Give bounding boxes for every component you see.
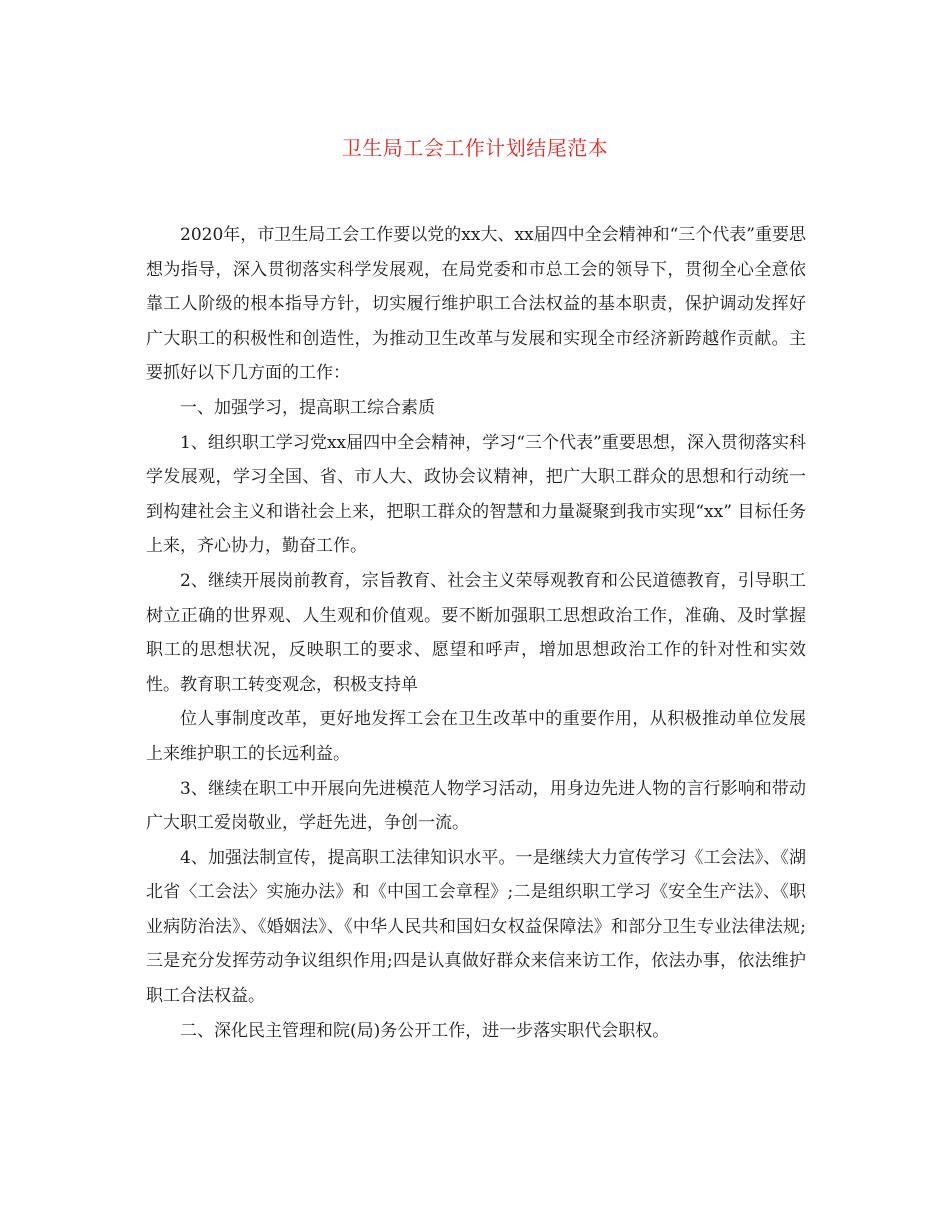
document-title: 卫生局工会工作计划结尾范本 — [341, 136, 609, 160]
paragraph: 2、继续开展岗前教育，宗旨教育、社会主义荣辱观教育和公民道德教育，引导职工树立正确的世界观、人生观和价值观。要不断加强职工思想政治工作，准确、及时掌握职工的思想状况，反映职工的要求、愿望和呼声，增加思想政治工作的针对性和实效性。教育职工转变观念，积极支持单 — [146, 570, 806, 695]
paragraph: 位人事制度改革，更好地发挥工会在卫生改革中的重要作用，从积极推动单位发展上来维护职工的长远利益。 — [146, 709, 806, 764]
paragraph: 3、继续在职工中开展向先进模范人物学习活动，用身边先进人物的言行影响和带动广大职工爱岗敬业，学赶先进，争创一流。 — [146, 778, 806, 834]
paragraph: 4、加强法制宣传，提高职工法律知识水平。一是继续大力宣传学习《工会法》、《湖北省〈工会法〉实施办法》和《中国工会章程》;二是组织职工学习《安全生产法》、《职业病防治法》、《婚姻法》、《中华人民共和国妇女权益保障法》和部分卫生专业法律法规;三是充分发挥劳动争议组织作用;四是认真做好群众来信来访工作，依法办事，依法维护职工合法权益。 — [146, 847, 806, 1007]
paragraph: 2020年，市卫生局工会工作要以党的xx大、xx届四中全会精神和“三个代表”重要思想为指导，深入贯彻落实科学发展观，在局党委和市总工会的领导下，贯彻全心全意依靠工人阶级的根本指导方针，切实履行维护职工合法权益的基本职责，保护调动发挥好广大职工的积极性和创造性，为推动卫生改革与发展和实现全市经济新跨越作贡献。主要抓好以下几方面的工作： — [146, 225, 806, 384]
section-heading: 二、深化民主管理和院(局)务公开工作，进一步落实职代会职权。 — [180, 1020, 670, 1041]
document-body — [146, 218, 806, 1048]
section-heading: 一、加强学习，提高职工综合素质 — [180, 397, 435, 418]
paragraph: 1、组织职工学习党xx届四中全会精神，学习“三个代表”重要思想，深入贯彻落实科学发展观，学习全国、省、市人大、政协会议精神，把广大职工群众的思想和行动统一到构建社会主义和谐社会上来，把职工群众的智慧和力量凝聚到我市实现“xx” 目标任务上来，齐心协力，勤奋工作。 — [146, 432, 806, 557]
